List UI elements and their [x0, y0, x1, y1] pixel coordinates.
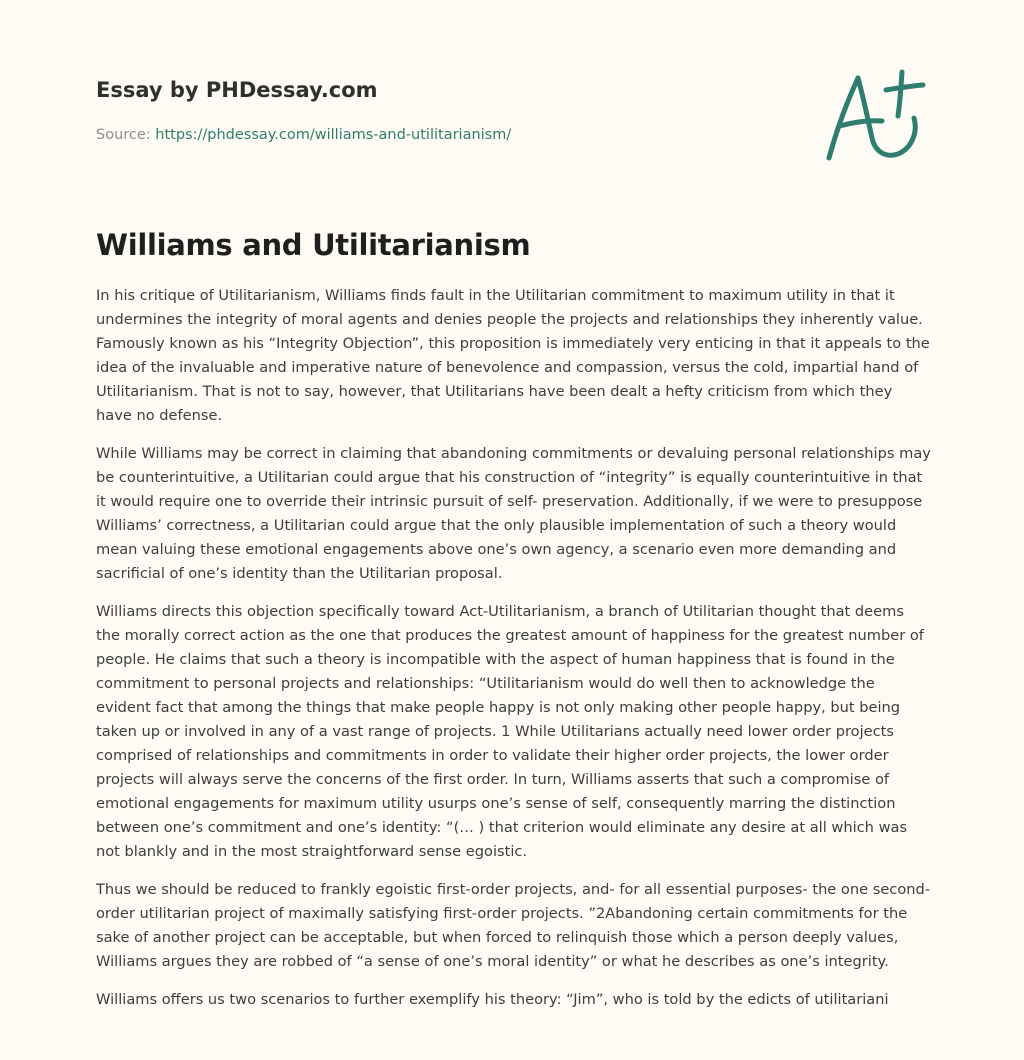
- essay-paragraph: Thus we should be reduced to frankly egoistic first-order projects, and- for all essential purposes- the one second-order utilitarian project of maximally satisfying first-order projects. ”2Abandoning certain commitments for the sake of another project can be acceptable, but when forced to relinquish those which a person deeply values, Williams argues they are robbed of “a sense of one’s moral identity” or what he describes as one’s integrity.: [96, 881, 931, 970]
- essay-paragraph: In his critique of Utilitarianism, Williams finds fault in the Utilitarian commitment to maximum utility in that it undermines the integrity of moral agents and denies people the projects and relationships they inherently value. Famously known as his “Integrity Objection”, this proposition is immediately very enticing in that it appeals to the idea of the invaluable and imperative nature of benevolence and compassion, versus the cold, impartial hand of Utilitarianism. That is not to say, however, that Utilitarians have been dealt a hefty criticism from which they have no defense.: [96, 287, 930, 424]
- essay-body: [96, 284, 932, 1026]
- essay-paragraph: Williams offers us two scenarios to further exemplify his theory: “Jim”, who is told by the edicts of utilitariani: [96, 991, 889, 1008]
- essay-header: [96, 76, 796, 145]
- essay-paragraph: Williams directs this objection specifically toward Act-Utilitarianism, a branch of Utilitarian thought that deems the morally correct action as the one that produces the greatest amount of happiness for the greatest number of people. He claims that such a theory is incompatible with the aspect of human happiness that is found in the commitment to personal projects and relationships: “Utilitarianism would do well then to acknowledge the evident fact that among the things that make people happy is not only making other people happy, but being taken up or involved in any of a vast range of projects. 1 While Utilitarians actually need lower order projects comprised of relationships and commitments in order to validate their higher order projects, the lower order projects will always serve the concerns of the first order. In turn, Williams asserts that such a compromise of emotional engagements for maximum utility usurps one’s sense of self, consequently marring the distinction between one’s commitment and one’s identity: “(… ) that criterion would eliminate any desire at all which was not blankly and in the most straightforward sense egoistic.: [96, 603, 924, 860]
- source-link[interactable]: https://phdessay.com/williams-and-utilitarianism/: [155, 127, 512, 143]
- a-plus-logo-icon: [820, 66, 930, 166]
- source-label: Source:: [96, 127, 151, 143]
- essay-title: Williams and Utilitarianism: [96, 228, 531, 262]
- site-title: Essay by PHDessay.com: [96, 78, 378, 102]
- essay-paragraph: While Williams may be correct in claiming that abandoning commitments or devaluing personal relationships may be counterintuitive, a Utilitarian could argue that his construction of “integrity” is equally counterintuitive in that it would require one to override their intrinsic pursuit of self- preservation. Additionally, if we were to presuppose Williams’ correctness, a Utilitarian could argue that the only plausible implementation of such a theory would mean valuing these emotional engagements above one’s own agency, a scenario even more demanding and sacrificial of one’s identity than the Utilitarian proposal.: [96, 445, 931, 582]
- source-line: [96, 125, 796, 145]
